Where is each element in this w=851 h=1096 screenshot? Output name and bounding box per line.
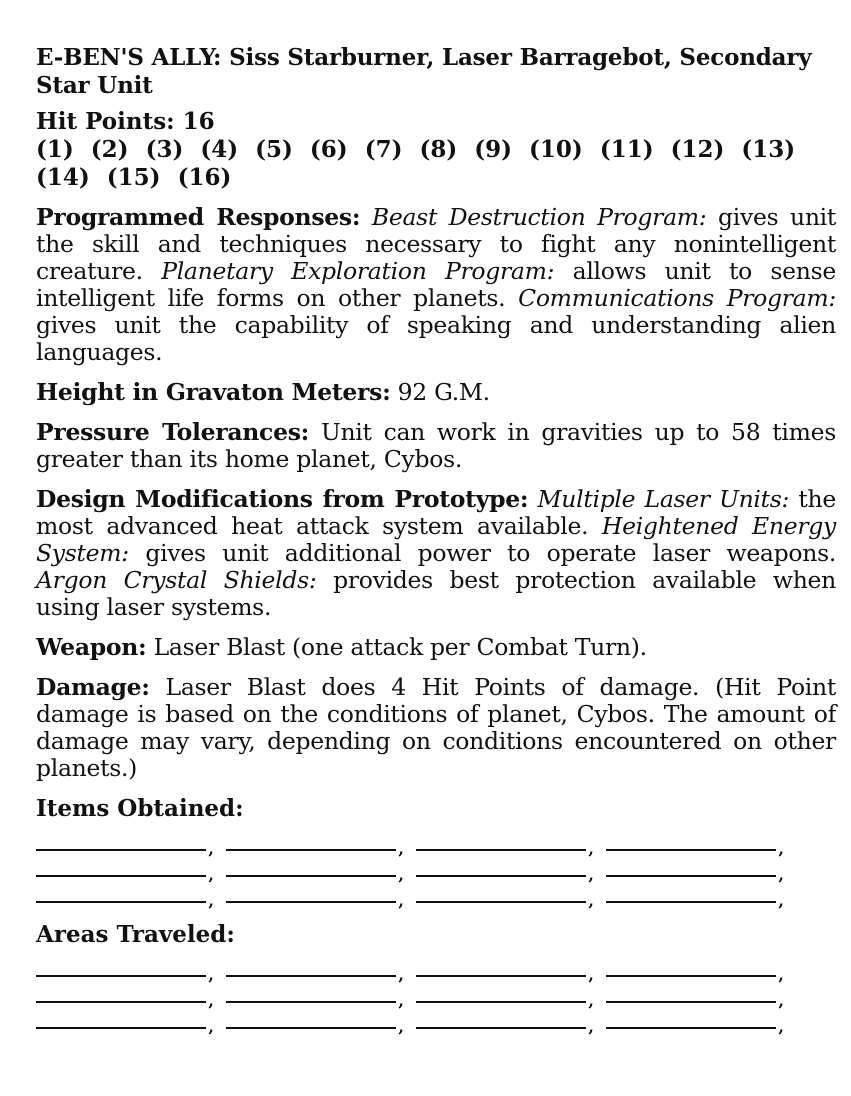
hit-point-box[interactable]: (8) bbox=[419, 136, 458, 163]
areas-traveled-blanks bbox=[36, 955, 836, 1033]
item-blank[interactable] bbox=[226, 881, 416, 907]
hit-point-box[interactable]: (13) bbox=[741, 136, 796, 163]
areas-traveled-heading: Areas Traveled: bbox=[36, 921, 235, 948]
hit-points-label: Hit Points: 16 bbox=[36, 108, 215, 135]
area-blank[interactable] bbox=[416, 955, 606, 981]
area-blank[interactable] bbox=[416, 1007, 606, 1033]
pressure-text: Unit can work in gravities up to 58 times greater than its home planet, Cybos. bbox=[36, 418, 836, 473]
weapon-stat bbox=[36, 634, 836, 661]
item-blank[interactable] bbox=[416, 855, 606, 881]
item-blank[interactable] bbox=[416, 829, 606, 855]
hit-point-box[interactable]: (2) bbox=[90, 136, 129, 163]
area-blank[interactable] bbox=[606, 1007, 796, 1033]
mod-3-name: Argon Crystal Shields: bbox=[36, 566, 317, 594]
items-obtained-heading: Items Obtained: bbox=[36, 795, 244, 822]
area-blank[interactable] bbox=[36, 981, 226, 1007]
design-modifications bbox=[36, 486, 836, 621]
hit-point-box[interactable]: (14) bbox=[36, 164, 90, 191]
hit-point-box[interactable]: (10) bbox=[529, 136, 583, 163]
programmed-responses-label: Programmed Responses: bbox=[36, 203, 361, 231]
mod-2-text: gives unit additional power to operate laser weapons. bbox=[128, 539, 836, 567]
hit-point-boxes bbox=[36, 136, 836, 192]
items-obtained-blanks bbox=[36, 829, 836, 907]
mod-3-text: provides best protection available when using laser systems. bbox=[36, 566, 836, 621]
hit-points-section bbox=[36, 108, 836, 192]
damage-text: Laser Blast does 4 Hit Points of damage. (Hit Point damage is based on the conditions of planet, Cybos. The amount of damage may vary, depending on conditions encountered on other planets.) bbox=[36, 673, 836, 782]
hit-point-box[interactable]: (12) bbox=[670, 136, 725, 163]
area-blank[interactable] bbox=[606, 981, 796, 1007]
program-1-name: Beast Destruction Program: bbox=[371, 203, 707, 231]
area-blank[interactable] bbox=[416, 981, 606, 1007]
pressure-label: Pressure Tolerances: bbox=[36, 418, 310, 446]
page-title: E-BEN'S ALLY: Siss Starburner, Laser Barragebot, Secondary Star Unit bbox=[36, 44, 812, 99]
hit-point-box[interactable]: (7) bbox=[364, 136, 403, 163]
damage-stat bbox=[36, 674, 836, 782]
pressure-stat bbox=[36, 419, 836, 473]
program-2-name: Planetary Exploration Program: bbox=[161, 257, 555, 285]
weapon-label: Weapon: bbox=[36, 633, 147, 661]
item-blank[interactable] bbox=[226, 829, 416, 855]
item-blank[interactable] bbox=[606, 829, 796, 855]
item-blank[interactable] bbox=[416, 881, 606, 907]
mod-1-name: Multiple Laser Units: bbox=[537, 485, 790, 513]
area-blank[interactable] bbox=[606, 955, 796, 981]
area-blank[interactable] bbox=[226, 955, 416, 981]
area-blank[interactable] bbox=[36, 1007, 226, 1033]
program-2-text: allows unit to sense intelligent life forms on other planets. bbox=[36, 257, 836, 312]
height-label: Height in Gravaton Meters: bbox=[36, 378, 391, 406]
item-blank[interactable] bbox=[606, 881, 796, 907]
design-label: Design Modifications from Prototype: bbox=[36, 485, 529, 513]
height-value: 92 G.M. bbox=[390, 378, 490, 406]
weapon-text: Laser Blast (one attack per Combat Turn). bbox=[146, 633, 647, 661]
item-blank[interactable] bbox=[36, 881, 226, 907]
hit-point-box[interactable]: (16) bbox=[177, 164, 232, 191]
area-blank[interactable] bbox=[226, 981, 416, 1007]
area-blank[interactable] bbox=[36, 955, 226, 981]
item-blank[interactable] bbox=[226, 855, 416, 881]
hit-point-box[interactable]: (4) bbox=[200, 136, 239, 163]
character-sheet bbox=[36, 44, 836, 1033]
hit-point-box[interactable]: (11) bbox=[599, 136, 654, 163]
hit-point-box[interactable]: (1) bbox=[36, 136, 74, 163]
area-blank[interactable] bbox=[226, 1007, 416, 1033]
item-blank[interactable] bbox=[36, 855, 226, 881]
damage-label: Damage: bbox=[36, 673, 150, 701]
item-blank[interactable] bbox=[606, 855, 796, 881]
hit-point-box[interactable]: (9) bbox=[474, 136, 513, 163]
hit-point-box[interactable]: (5) bbox=[255, 136, 293, 163]
hit-point-box[interactable]: (6) bbox=[309, 136, 348, 163]
hit-point-box[interactable]: (3) bbox=[145, 136, 184, 163]
program-1-text: gives unit the skill and techniques necessary to fight any nonintelligent creature. bbox=[36, 203, 837, 285]
programmed-responses bbox=[36, 204, 836, 366]
item-blank[interactable] bbox=[36, 829, 226, 855]
program-3-name: Communications Program: bbox=[518, 284, 836, 312]
mod-1-text: the most advanced heat attack system available. bbox=[36, 485, 836, 540]
height-stat bbox=[36, 379, 836, 406]
mod-2-name: Heightened Energy System: bbox=[36, 512, 836, 567]
hit-point-box[interactable]: (15) bbox=[106, 164, 161, 191]
program-3-text: gives unit the capability of speaking and understanding alien languages. bbox=[36, 311, 836, 366]
